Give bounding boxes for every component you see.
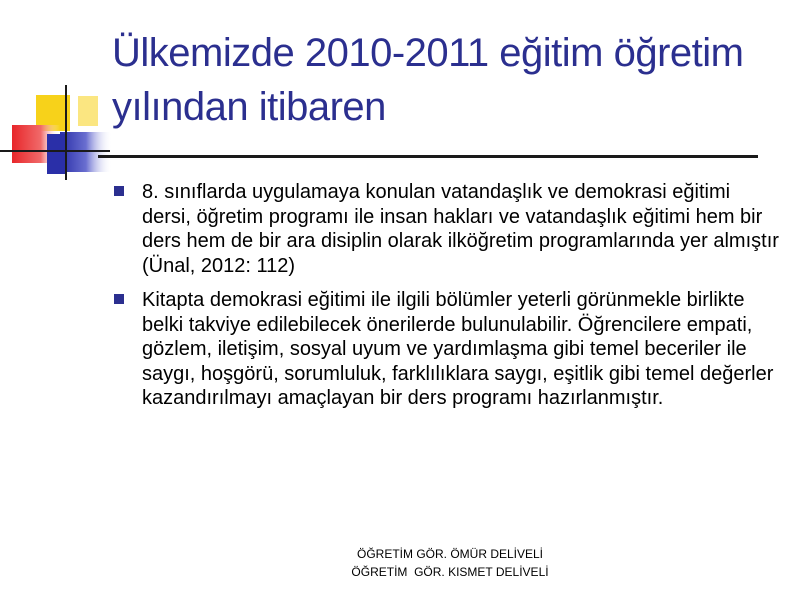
bullet-item: [112, 180, 782, 278]
slide-footer: [300, 545, 600, 581]
bullet-text: Kitapta demokrasi eğitimi ile ilgili bölümler yeterli görünmekle birlikte belki takviye edilebilecek önerilerde bulunulabilir. Öğrencilere empati, gözlem, iletişim, sosyal uyum ve yardımlaşma gibi temel beceriler ile saygı, hoşgörü, sorumluluk, farklılıklara saygı, eşitlik gibi temel değerler kazandırılmayı amaçlayan bir ders programı hazırlanmıştır.: [142, 289, 774, 409]
slide-title-line-1: Ülkemizde 2010-2011 eğitim öğretim: [112, 31, 744, 75]
square-bullet-icon: [114, 186, 124, 196]
bullet-list: [112, 180, 782, 421]
bullet-item: [112, 288, 782, 411]
square-bullet-icon: [114, 294, 124, 304]
bullet-text: 8. sınıflarda uygulamaya konulan vatandaşlık ve demokrasi eğitimi dersi, öğretim programı ile insan hakları ve vatandaşlık eğitimi hem bir ders hem de bir ara disiplin olarak ilköğretim programlarında yer almıştır (Ünal, 2012: 112): [142, 181, 779, 277]
slide-title: [112, 26, 792, 134]
decorative-squares-graphic: [0, 0, 120, 190]
title-divider: [98, 155, 758, 158]
slide-title-line-2: yılından itibaren: [112, 85, 386, 129]
footer-author-1: ÖĞRETİM GÖR. ÖMÜR DELİVELİ: [356, 547, 544, 561]
footer-author-2: ÖĞRETİM GÖR. KISMET DELİVELİ: [351, 565, 549, 579]
